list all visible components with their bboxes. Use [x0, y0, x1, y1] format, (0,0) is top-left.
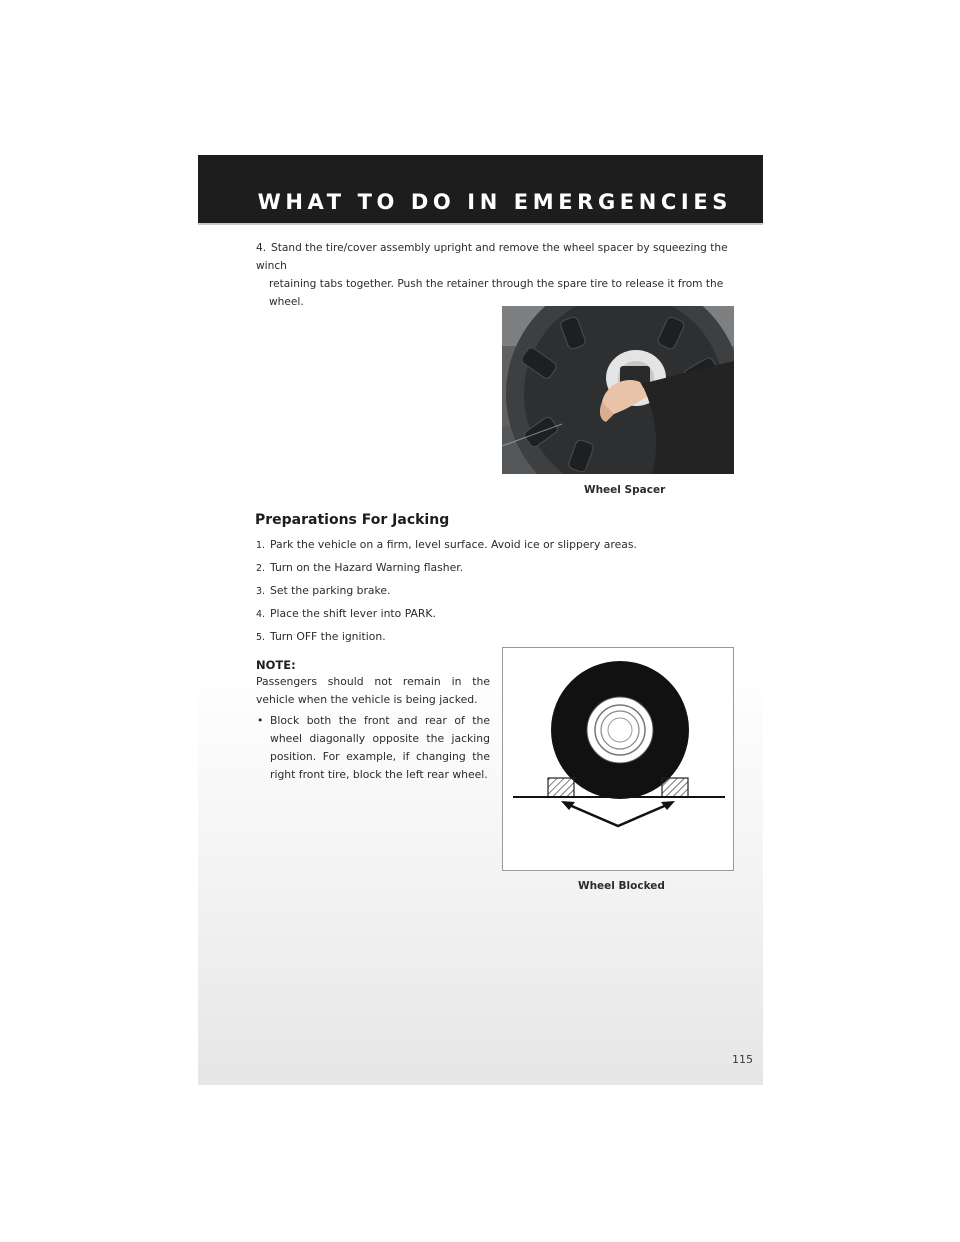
step-4-text-1: Stand the tire/cover assembly upright and remove the wheel spacer by squeezing the winch: [256, 242, 728, 272]
note-label: NOTE:: [256, 658, 296, 672]
step-4-text-2: retaining tabs together. Push the retainer through the spare tire to release it from the wheel.: [269, 278, 724, 308]
bullet-item: [256, 712, 490, 784]
page-title: WHAT TO DO IN EMERGENCIES: [257, 190, 732, 214]
bullet-text: Block both the front and rear of the wheel diagonally opposite the jacking position. For example, if changing the right front tire, block the left rear wheel.: [270, 714, 490, 781]
header-divider: [198, 223, 763, 225]
step-number: 1.: [256, 540, 266, 551]
step-text: Park the vehicle on a firm, level surface. Avoid ice or slippery areas.: [270, 538, 637, 551]
step-item: [256, 607, 436, 620]
wheel-blocked-caption: Wheel Blocked: [578, 880, 665, 892]
wheel-spacer-caption: Wheel Spacer: [584, 484, 666, 496]
step-item: [256, 584, 390, 597]
page-number: 115: [732, 1053, 753, 1066]
step-4-number: 4.: [256, 242, 267, 254]
step-text: Place the shift lever into PARK.: [270, 607, 436, 620]
step-item: [256, 538, 637, 551]
step-number: 2.: [256, 563, 266, 574]
section-heading: Preparations For Jacking: [255, 512, 450, 528]
wheel-chock-illustration: [503, 648, 733, 870]
step-4-line-1: [256, 242, 728, 272]
step-4-paragraph: [256, 239, 736, 311]
bullet-symbol: •: [257, 714, 264, 727]
step-number: 3.: [256, 586, 266, 597]
step-text: Turn OFF the ignition.: [270, 630, 386, 643]
wheel-spacer-illustration: [502, 306, 734, 474]
step-text: Set the parking brake.: [270, 584, 391, 597]
wheel-spacer-photo: [502, 306, 734, 474]
step-item: [256, 630, 386, 643]
step-number: 4.: [256, 609, 266, 620]
step-item: [256, 561, 463, 574]
step-number: 5.: [256, 632, 266, 643]
wheel-blocked-diagram: [502, 647, 734, 871]
step-text: Turn on the Hazard Warning flasher.: [270, 561, 464, 574]
note-body: Passengers should not remain in the vehicle when the vehicle is being jacked.: [256, 675, 490, 706]
